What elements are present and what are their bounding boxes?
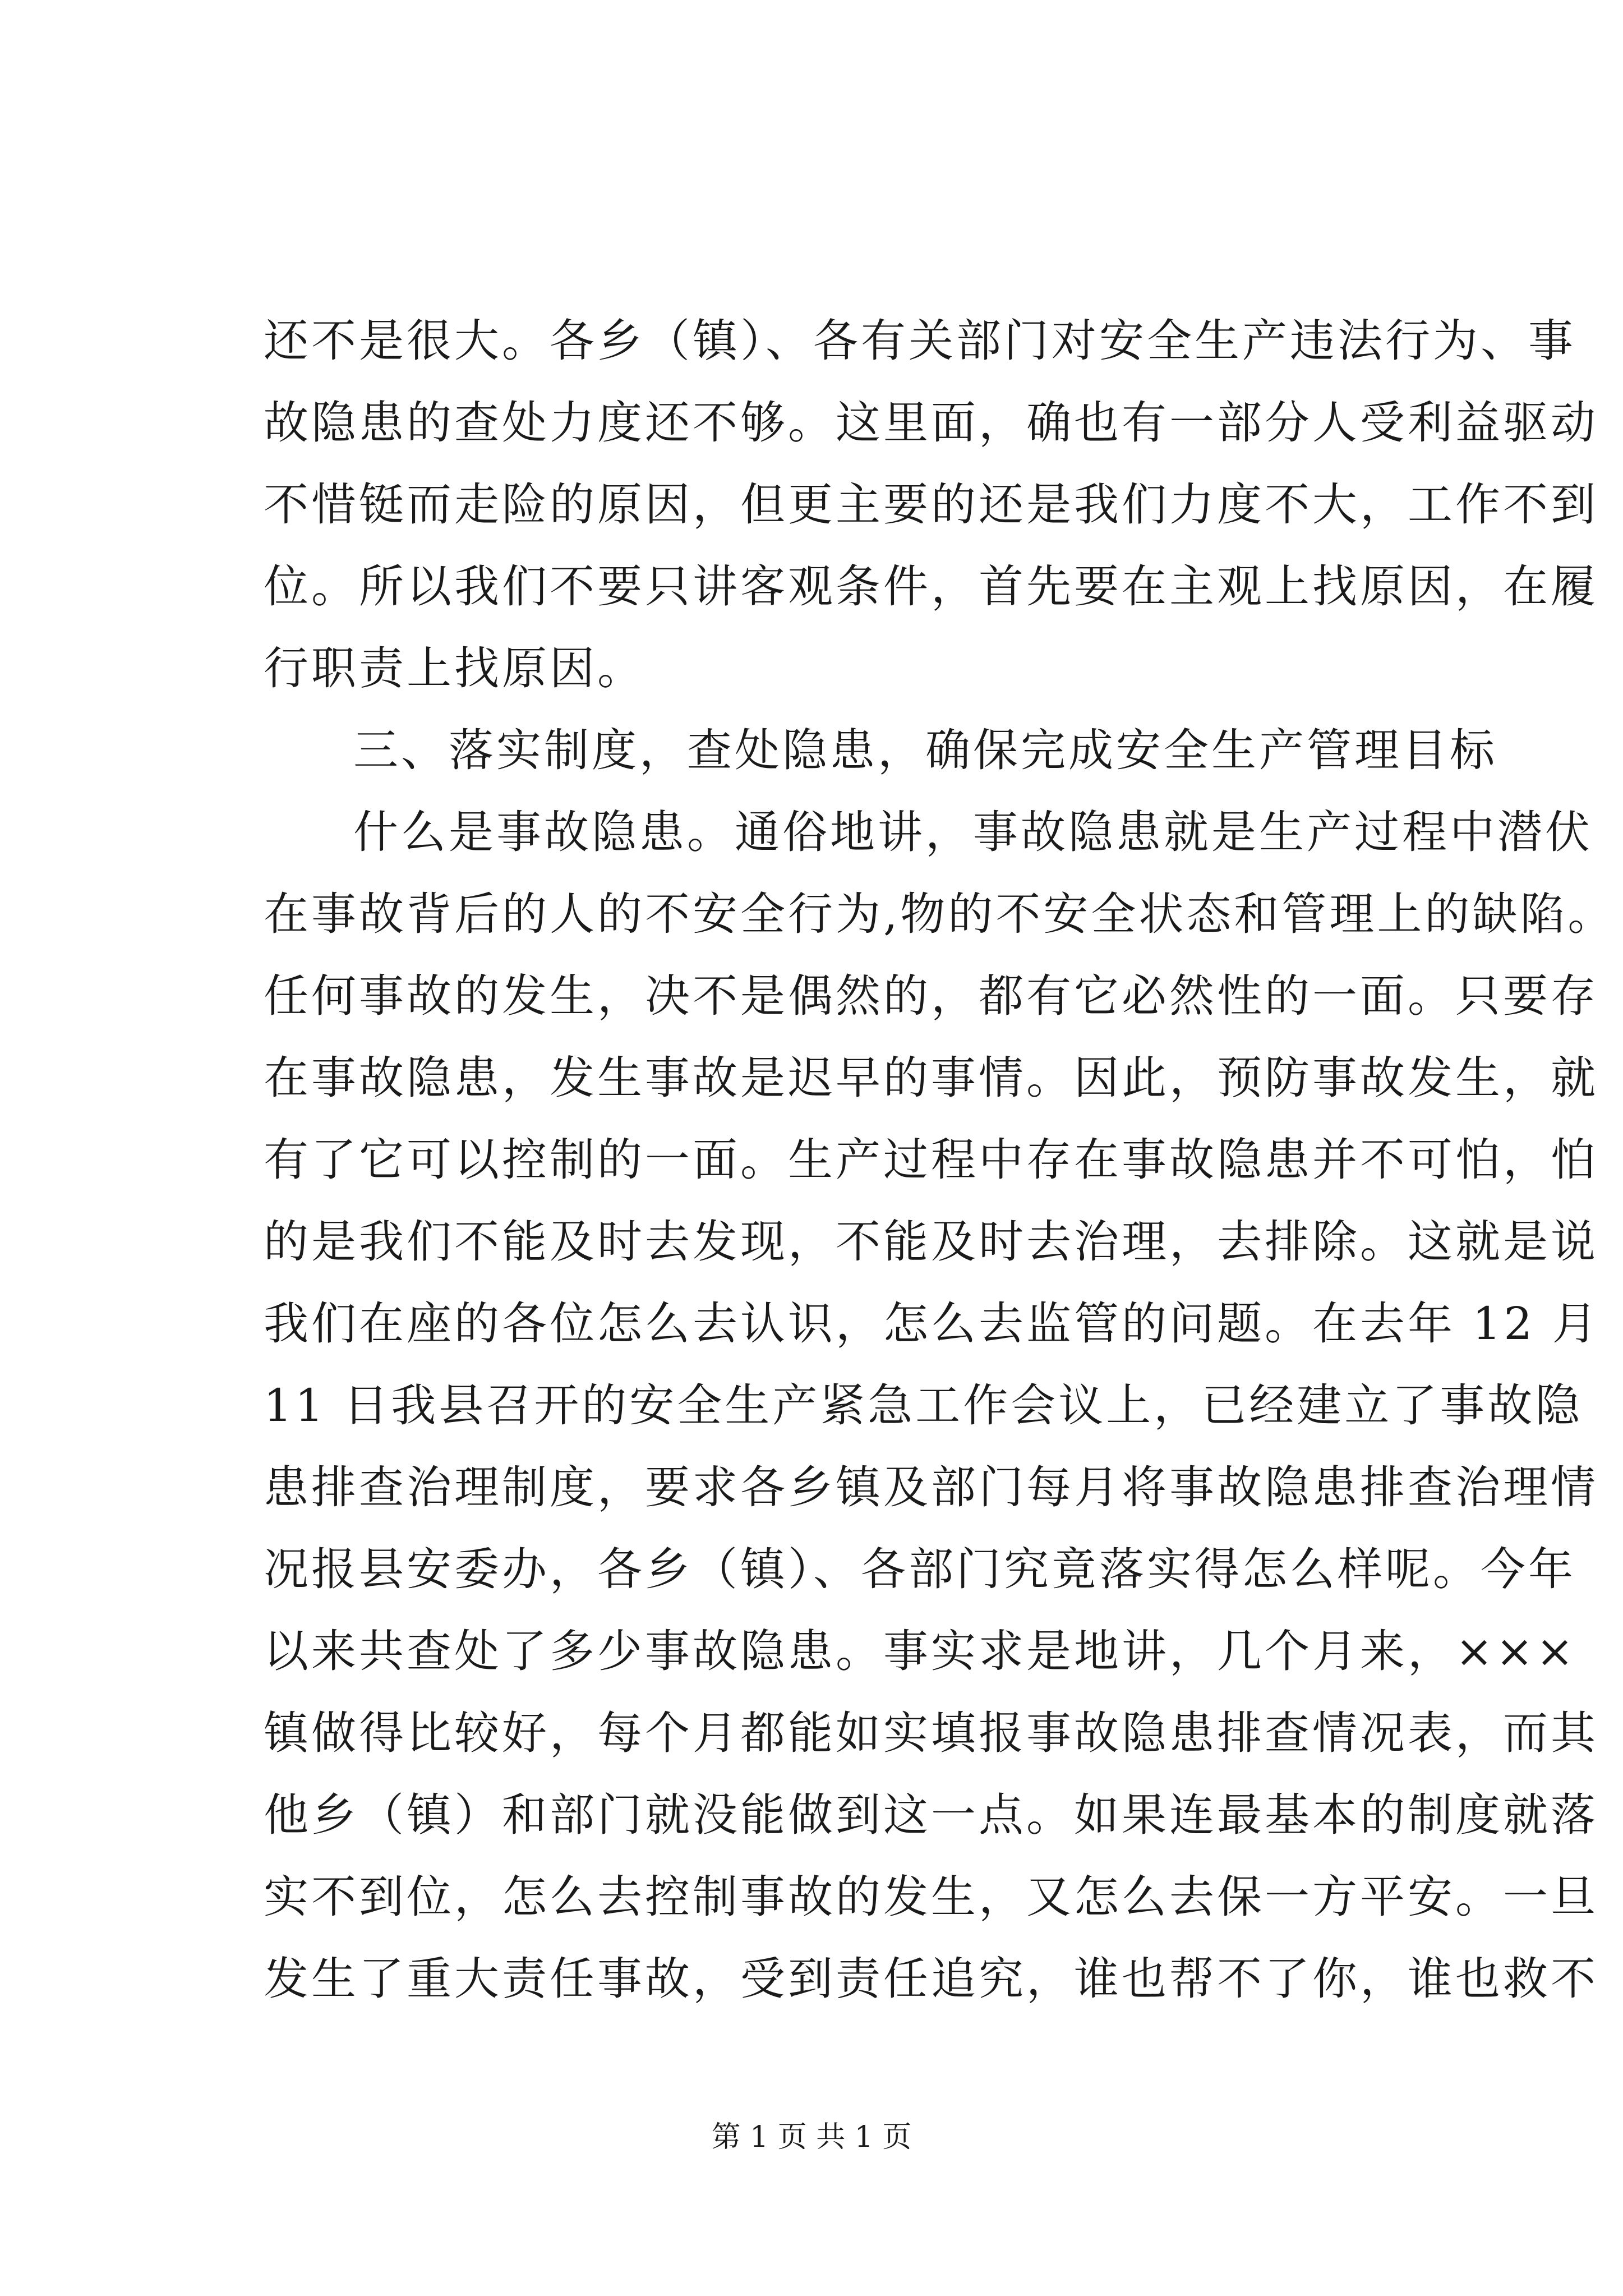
text-line: 还不是很大。各乡（镇）、各有关部门对安全生产违法行为、事 [264, 315, 1576, 367]
text-line: 位。所以我们不要只讲客观条件，首先要在主观上找原因，在履 [264, 560, 1598, 613]
text-line: 我们在座的各位怎么去认识，怎么去监管的问题。在去年 12 月 [264, 1297, 1600, 1350]
text-line: 的是我们不能及时去发现，不能及时去治理，去排除。这就是说 [264, 1216, 1598, 1268]
text-line: 在事故背后的人的不安全行为,物的不安全状态和管理上的缺陷。 [264, 888, 1616, 940]
text-line: 镇做得比较好，每个月都能如实填报事故隐患排查情况表，而其 [264, 1707, 1598, 1759]
text-line: 什么是事故隐患。通俗地讲，事故隐患就是生产过程中潜伏 [353, 806, 1593, 858]
text-line: 任何事故的发生，决不是偶然的，都有它必然性的一面。只要存 [264, 970, 1598, 1022]
text-line: 有了它可以控制的一面。生产过程中存在事故隐患并不可怕，怕 [264, 1134, 1598, 1186]
text-line: 故隐患的查处力度还不够。这里面，确也有一部分人受利益驱动 [264, 397, 1598, 449]
text-line: 行职责上找原因。 [264, 642, 645, 694]
page-number: 第 1 页 共 1 页 [711, 2120, 912, 2154]
page-footer [0, 2118, 1623, 2157]
text-line: 11 日我县召开的安全生产紧急工作会议上，已经建立了事故隐 [264, 1379, 1583, 1432]
text-line: 况报县安委办，各乡（镇）、各部门究竟落实得怎么样呢。今年 [264, 1543, 1576, 1595]
text-line: 不惜铤而走险的原因，但更主要的还是我们力度不大，工作不到 [264, 478, 1598, 531]
section-heading: 三、落实制度，查处隐患，确保完成安全生产管理目标 [353, 724, 1497, 776]
text-line: 发生了重大责任事故，受到责任追究，谁也帮不了你，谁也救不 [264, 1953, 1598, 2005]
text-line: 他乡（镇）和部门就没能做到这一点。如果连最基本的制度就落 [264, 1789, 1598, 1841]
document-body [264, 300, 1616, 2020]
text-line: 以来共查处了多少事故隐患。事实求是地讲，几个月来，××× [264, 1625, 1577, 1677]
text-line: 在事故隐患，发生事故是迟早的事情。因此，预防事故发生，就 [264, 1052, 1598, 1104]
text-line: 患排查治理制度，要求各乡镇及部门每月将事故隐患排查治理情 [264, 1461, 1598, 1513]
text-line: 实不到位，怎么去控制事故的发生，又怎么去保一方平安。一旦 [264, 1871, 1598, 1923]
